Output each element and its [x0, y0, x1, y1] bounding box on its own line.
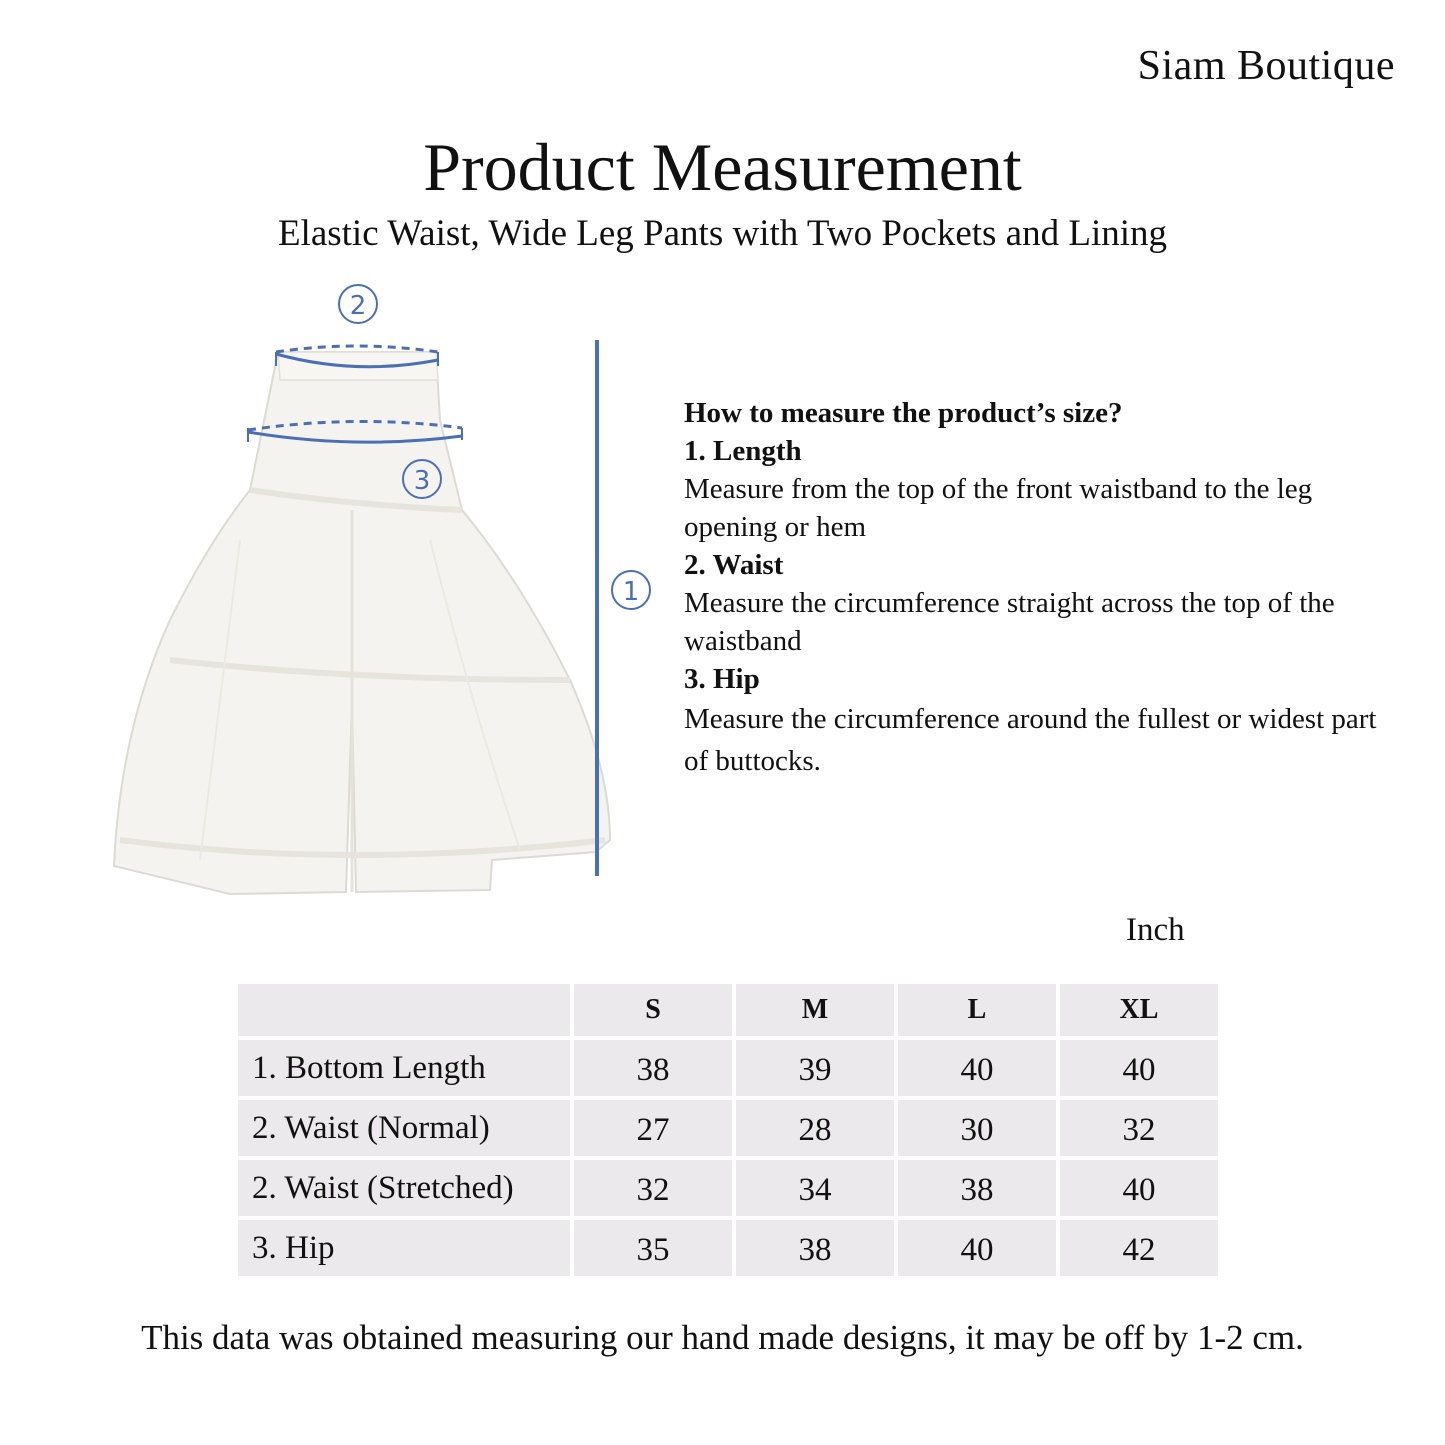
- svg-text:3: 3: [413, 466, 431, 496]
- table-cell: 27: [574, 1100, 732, 1156]
- table-cell: 34: [736, 1160, 894, 1216]
- table-cell: 28: [736, 1100, 894, 1156]
- pants-measurement-figure: [100, 280, 660, 910]
- how-to-measure: [684, 394, 1384, 782]
- table-cell: 38: [736, 1220, 894, 1276]
- table-cell: 40: [1060, 1160, 1218, 1216]
- table-cell: 32: [574, 1160, 732, 1216]
- column-header-xl: XL: [1060, 984, 1218, 1036]
- table-cell: 39: [736, 1040, 894, 1096]
- size-table: [234, 980, 1222, 1280]
- svg-text:1: 1: [622, 577, 640, 607]
- row-label: 1. Bottom Length: [238, 1040, 570, 1096]
- pants-illustration: [100, 280, 660, 910]
- marker-waist: [339, 285, 377, 323]
- table-cell: 35: [574, 1220, 732, 1276]
- table-row: [238, 1040, 1218, 1096]
- table-cell: 40: [1060, 1040, 1218, 1096]
- page-title: Product Measurement: [423, 129, 1022, 205]
- table-cell: 42: [1060, 1220, 1218, 1276]
- brand-name: Siam Boutique: [1137, 43, 1395, 89]
- length-heading: 1. Length: [684, 435, 802, 467]
- length-description: Measure from the top of the front waistband to the leg opening or hem: [684, 473, 1313, 543]
- row-label: 2. Waist (Normal): [238, 1100, 570, 1156]
- hip-description: Measure the circumference around the fullest or widest part of buttocks.: [684, 703, 1377, 777]
- table-row: [238, 1220, 1218, 1276]
- table-cell: 32: [1060, 1100, 1218, 1156]
- disclaimer-note: This data was obtained measuring our hand made designs, it may be off by 1-2 cm.: [141, 1318, 1304, 1357]
- unit-label: Inch: [1126, 912, 1185, 948]
- how-to-question: How to measure the product’s size?: [684, 397, 1123, 429]
- hip-heading: 3. Hip: [684, 663, 760, 695]
- marker-length: [612, 571, 650, 609]
- column-header-s: S: [574, 984, 732, 1036]
- table-cell: 38: [574, 1040, 732, 1096]
- table-corner-cell: [238, 984, 570, 1036]
- waist-heading: 2. Waist: [684, 549, 784, 581]
- table-cell: 30: [898, 1100, 1056, 1156]
- table-cell: 40: [898, 1040, 1056, 1096]
- row-label: 3. Hip: [238, 1220, 570, 1276]
- table-row: [238, 1160, 1218, 1216]
- column-header-l: L: [898, 984, 1056, 1036]
- column-header-m: M: [736, 984, 894, 1036]
- pants-shape: [114, 352, 610, 894]
- row-label: 2. Waist (Stretched): [238, 1160, 570, 1216]
- product-subtitle: Elastic Waist, Wide Leg Pants with Two Pockets and Lining: [277, 213, 1168, 254]
- table-cell: 40: [898, 1220, 1056, 1276]
- waist-description: Measure the circumference straight across the top of the waistband: [684, 587, 1335, 657]
- svg-text:2: 2: [349, 291, 367, 321]
- table-header-row: [238, 984, 1218, 1036]
- table-row: [238, 1100, 1218, 1156]
- table-cell: 38: [898, 1160, 1056, 1216]
